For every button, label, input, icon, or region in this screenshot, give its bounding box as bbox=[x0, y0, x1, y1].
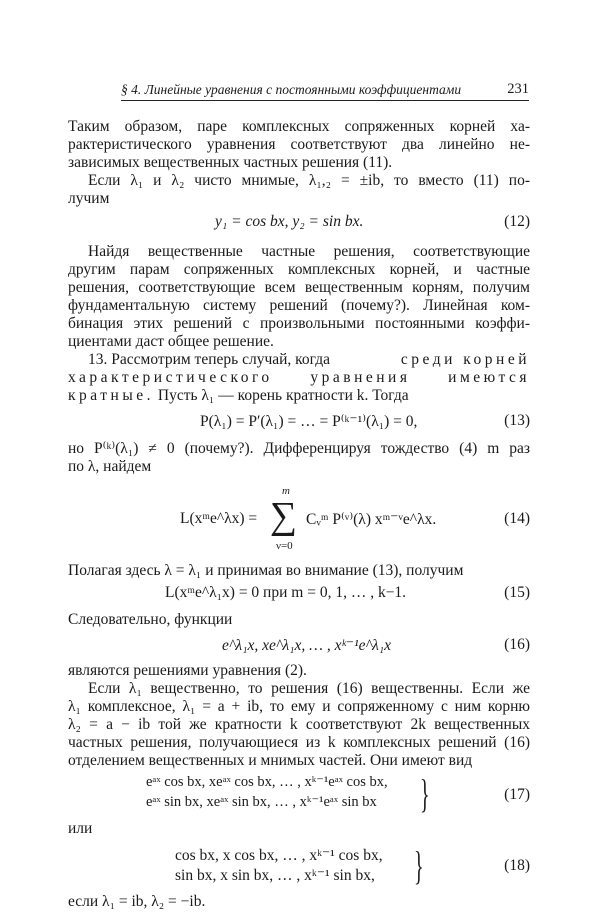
equation-18-row-1: cos bx, x cos bx, … , xᵏ⁻¹ cos bx, bbox=[175, 847, 383, 864]
spaced-phrase-line: характеристического уравнения имеются bbox=[68, 369, 530, 386]
equation-number-14: (14) bbox=[504, 510, 530, 527]
text-line: Если λ₁ вещественно, то решения (16) вещественны. Если же bbox=[88, 680, 530, 697]
text-line: рактеристического уравнения соответствуют два линейно не- bbox=[68, 136, 530, 153]
equation-number-12: (12) bbox=[504, 213, 530, 230]
text-line: отделением вещественных и мнимых частей. Они имеют вид bbox=[68, 752, 473, 769]
section-13-lead: 13. Рассмотрим теперь случай, когда bbox=[88, 351, 331, 368]
text-line bbox=[68, 387, 530, 405]
spaced-phrase: среди корней bbox=[400, 351, 530, 368]
text-line: по λ, найдем bbox=[68, 458, 152, 475]
text-line: Полагая здесь λ = λ₁ и принимая во внимание (13), получим bbox=[68, 562, 464, 579]
text-line: но P⁽ᵏ⁾(λ₁) ≠ 0 (почему?). Дифференцируя тождество (4) m раз bbox=[68, 440, 530, 457]
text-fragment: Пусть λ₁ — корень кратности k. Тогда bbox=[157, 387, 409, 404]
equation-17-row-2: eᵃˣ sin bx, xeᵃˣ sin bx, … , xᵏ⁻¹eᵃˣ sin bx bbox=[146, 794, 377, 810]
text-line: Таким образом, паре комплексных сопряженных корней ха- bbox=[68, 118, 530, 135]
text-line: бинация этих решений с произвольными постоянными коэффи- bbox=[68, 315, 530, 332]
sum-lower-limit: ν=0 bbox=[276, 540, 293, 552]
text-line: другим парам сопряженных комплексных корней, и частные bbox=[68, 261, 530, 278]
equation-16: e^λ₁x, xe^λ₁x, … , xᵏ⁻¹e^λ₁x bbox=[222, 637, 392, 654]
text-line: циентами даст общее решение. bbox=[68, 333, 274, 350]
right-brace-18: } bbox=[414, 843, 424, 888]
equation-15: L(xᵐe^λ₁x) = 0 при m = 0, 1, … , k−1. bbox=[165, 584, 407, 601]
equation-18-row-2: sin bx, x sin bx, … , xᵏ⁻¹ sin bx, bbox=[175, 867, 375, 884]
equation-number-18: (18) bbox=[504, 857, 530, 874]
text-line: являются решениями уравнения (2). bbox=[68, 662, 307, 679]
equation-number-16: (16) bbox=[504, 636, 530, 653]
text-line: частных решения, получающиеся из k комплексных решений (16) bbox=[68, 734, 530, 751]
sum-upper-limit: m bbox=[282, 485, 290, 497]
header-title: § 4. Линейные уравнения с постоянными коэффициентами bbox=[121, 82, 462, 97]
text-line: Следовательно, функции bbox=[68, 611, 233, 628]
equation-14-rhs: Cᵥᵐ P⁽ᵛ⁾(λ) xᵐ⁻ᵛe^λx. bbox=[306, 511, 437, 528]
page-number: 231 bbox=[507, 81, 529, 97]
equation-14-lhs: L(xᵐe^λx) = bbox=[180, 510, 258, 527]
text-line: Найдя вещественные частные решения, соответствующие bbox=[88, 243, 530, 260]
text-line: или bbox=[68, 820, 93, 837]
spaced-word: кратные. bbox=[68, 387, 154, 404]
equation-17-row-1: eᵃˣ cos bx, xeᵃˣ cos bx, … , xᵏ⁻¹eᵃˣ cos bx, bbox=[146, 774, 388, 790]
text-line: λ₁ комплексное, λ₁ = a + ib, то ему и сопряженному с ним корню bbox=[68, 698, 530, 715]
text-line: зависимых вещественных частных решения (11). bbox=[68, 154, 393, 171]
text-line: λ₂ = a − ib той же кратности k соответствуют 2k вещественных bbox=[68, 716, 530, 733]
text-line: если λ₁ = ib, λ₂ = −ib. bbox=[68, 893, 206, 910]
text-line: Если λ₁ и λ₂ чисто мнимые, λ₁,₂ = ±ib, то вместо (11) по- bbox=[88, 172, 530, 189]
equation-number-15: (15) bbox=[504, 584, 530, 601]
equation-number-13: (13) bbox=[504, 412, 530, 429]
running-header bbox=[121, 80, 529, 101]
equation-13: P(λ₁) = P′(λ₁) = … = P⁽ᵏ⁻¹⁾(λ₁) = 0, bbox=[200, 413, 418, 430]
equation-number-17: (17) bbox=[504, 786, 530, 803]
text-line bbox=[88, 351, 530, 369]
text-line: фундаментальную систему решений (почему?). Линейная ком- bbox=[68, 297, 530, 314]
text-line: решения, соответствующие всем вещественным корням, получим bbox=[68, 279, 530, 296]
equation-12: y₁ = cos bx, y₂ = sin bx. bbox=[215, 213, 364, 230]
right-brace-17: } bbox=[420, 771, 430, 816]
sum-symbol: ∑ bbox=[270, 495, 298, 537]
text-line: лучим bbox=[68, 190, 110, 207]
